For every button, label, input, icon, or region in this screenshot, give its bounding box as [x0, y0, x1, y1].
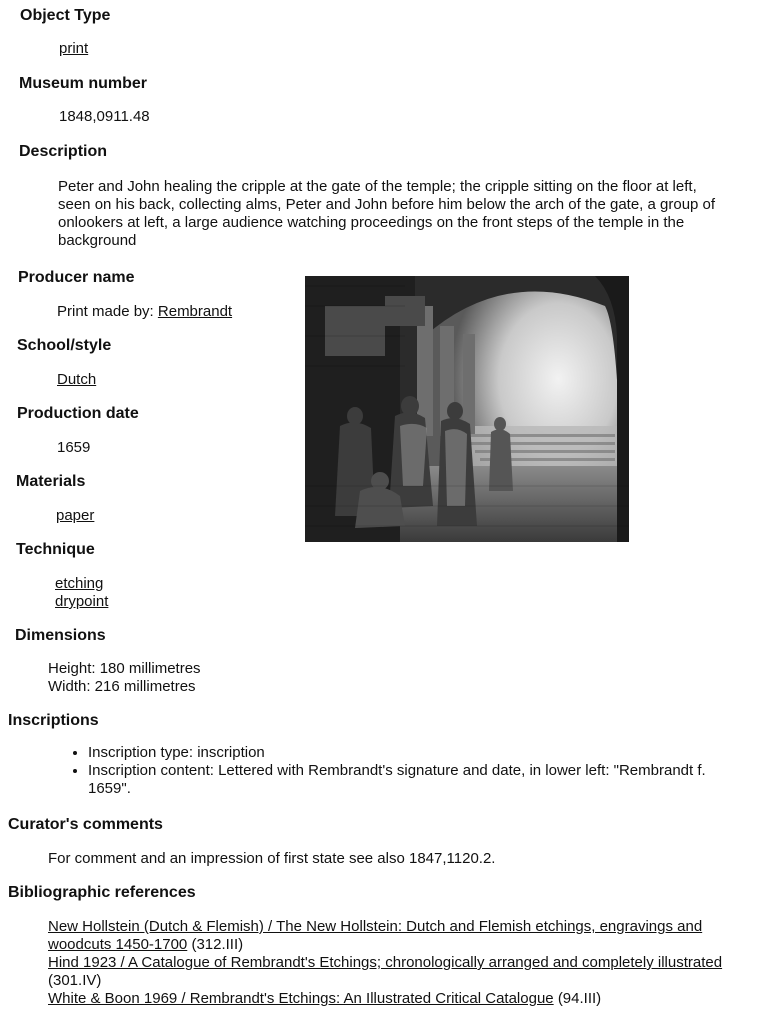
school-style-link[interactable]: Dutch	[57, 371, 97, 388]
bibliographic-reference-link[interactable]: White & Boon 1969 / Rembrandt's Etchings: An Illustrated Critical Catalogue	[48, 990, 554, 1007]
producer-prefix: Print made by:	[57, 303, 154, 320]
bibliographic-reference	[48, 990, 738, 1008]
object-type-label: Object Type	[20, 7, 111, 24]
description-text: Peter and John healing the cripple at the gate of the temple; the cripple sitting on the floor at left, seen on his back, collecting alms, Peter and John before him below the arch of the gate, a group of onlookers at left, a large audience watching proceedings on the front steps of the temple in the background	[58, 178, 716, 249]
materials-link[interactable]: paper	[56, 507, 95, 524]
dimensions-width: Width: 216 millimetres	[48, 678, 196, 695]
museum-number-label: Museum number	[19, 75, 148, 92]
school-style-label: School/style	[17, 337, 112, 354]
producer-link[interactable]: Rembrandt	[157, 303, 233, 320]
bibliographic-reference-number: (312.III)	[191, 936, 244, 953]
museum-number-value: 1848,0911.48	[59, 108, 150, 125]
bibliographic-reference-number: (94.III)	[557, 990, 602, 1007]
object-type-link[interactable]: print	[59, 40, 89, 57]
curators-comments-label: Curator's comments	[8, 816, 163, 833]
dimensions-height: Height: 180 millimetres	[48, 660, 201, 677]
list-item: • Inscription type: inscription	[88, 744, 728, 762]
dimensions-label: Dimensions	[15, 627, 106, 644]
curators-comments-text: For comment and an impression of first state see also 1847,1120.2.	[48, 850, 496, 867]
inscriptions-label: Inscriptions	[8, 712, 99, 729]
bibliographic-reference-number: (301.IV)	[48, 972, 102, 989]
producer-name-value	[57, 303, 232, 321]
bibliographic-reference	[48, 954, 738, 990]
bibliographic-references-list	[48, 918, 738, 1008]
technique-link-drypoint[interactable]: drypoint	[55, 593, 109, 610]
technique-link-etching[interactable]: etching	[55, 575, 104, 592]
bibliographic-reference-link[interactable]: Hind 1923 / A Catalogue of Rembrandt's Etchings; chronologically arranged and completely illustrated	[48, 954, 723, 971]
bibliographic-reference-link[interactable]: New Hollstein (Dutch & Flemish) / The New Hollstein: Dutch and Flemish etchings, engravings and woodcuts 1450-1700	[48, 918, 703, 953]
production-date-label: Production date	[17, 405, 139, 422]
etching-thumbnail-image[interactable]	[305, 276, 629, 542]
technique-label: Technique	[16, 541, 95, 558]
materials-label: Materials	[16, 473, 86, 490]
producer-name-label: Producer name	[18, 269, 135, 286]
bibliographic-reference	[48, 918, 738, 954]
inscriptions-list	[48, 744, 728, 798]
description-label: Description	[19, 143, 108, 160]
bibliographic-references-label: Bibliographic references	[8, 884, 196, 901]
production-date-value: 1659	[57, 439, 91, 456]
list-item: • Inscription content: Lettered with Rembrandt's signature and date, in lower left: "Rembrandt f. 1659".	[88, 762, 728, 798]
